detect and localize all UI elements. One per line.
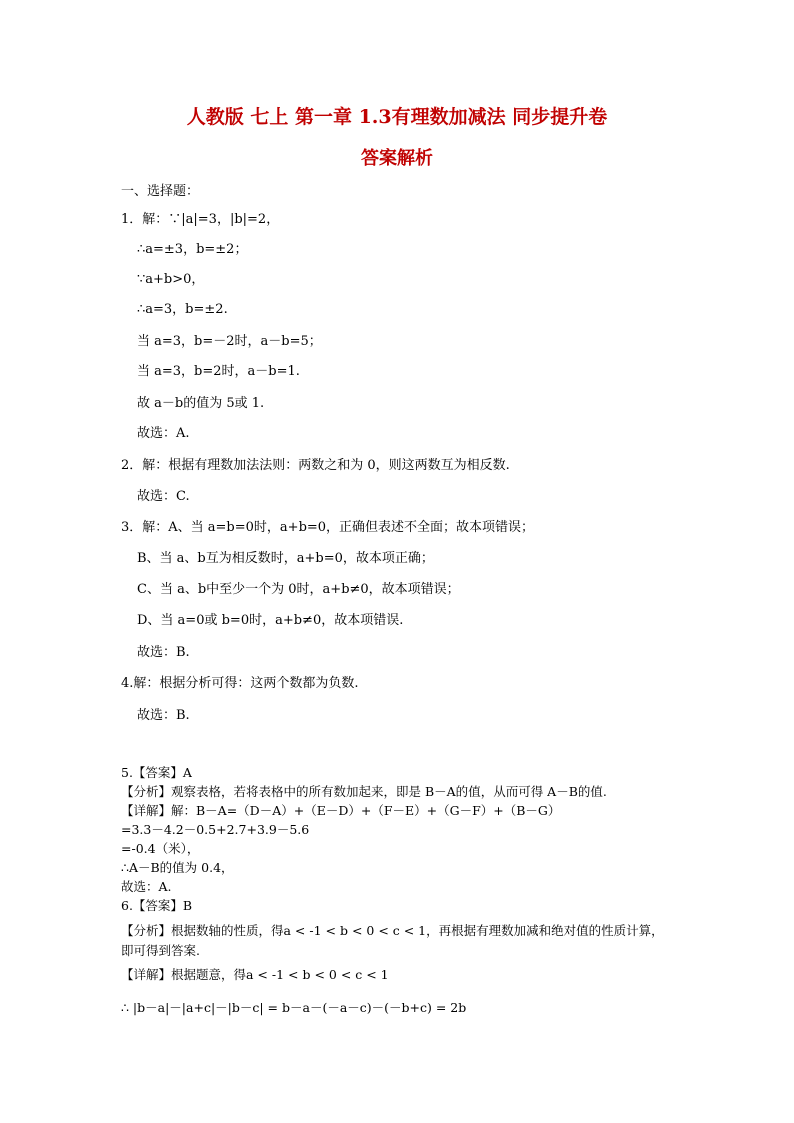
answer-line: ∴a=±3，b=±2；	[137, 242, 248, 257]
answer-line: ∴ |b－a|－|a+c|－|b－c| = b－a－(－a－c)－(－b+c) = 2b	[121, 1000, 467, 1015]
answer-line: 【详解】解：B－A=（D－A）+（E－D）+（F－E）+（G－F）+（B－G）	[121, 803, 561, 818]
answer-line: 故选：A.	[121, 879, 172, 894]
page-title: 人教版 七上 第一章 1.3有理数加减法 同步提升卷	[186, 106, 608, 128]
answer-line: B、当 a、b互为相反数时，a+b=0，故本项正确；	[137, 551, 434, 566]
answer-line: ∴a=3，b=±2.	[137, 302, 228, 317]
answer-line: 即可得到答案.	[121, 943, 200, 958]
answer-line: ∵a+b>0，	[137, 272, 205, 287]
answer-line: D、当 a=0或 b=0时，a+b≠0，故本项错误.	[137, 613, 404, 628]
answer-line: =3.3－4.2－0.5+2.7+3.9－5.6	[121, 822, 310, 837]
answer-line: 故选：B.	[137, 708, 190, 723]
answer-line: 故选：C.	[137, 489, 190, 504]
section-heading: 一、选择题：	[121, 184, 200, 199]
answer-line: 5.【答案】A	[121, 765, 192, 780]
answer-line: 当 a=3，b=2时，a－b=1.	[137, 364, 300, 379]
answer-line: 4.解：根据分析可得：这两个数都为负数.	[121, 676, 359, 691]
answer-line: 3．解：A、当 a=b=0时，a+b=0，正确但表述不全面；故本项错误；	[121, 520, 535, 535]
answer-line: 2．解：根据有理数加法法则：两数之和为 0，则这两数互为相反数.	[121, 458, 510, 473]
answer-line: 故 a－b的值为 5或 1.	[137, 396, 265, 411]
answer-line: 当 a=3，b=－2时，a－b=5；	[137, 334, 322, 349]
answer-line: 【分析】观察表格，若将表格中的所有数加起来，即是 B－A的值，从而可得 A－B的值.	[121, 784, 607, 799]
answer-line: 【分析】根据数轴的性质，得a < -1 < b < 0 < c < 1，再根据有理数加减和绝对值的性质计算，	[121, 923, 664, 938]
answer-line: 6.【答案】B	[121, 898, 193, 913]
answer-line: ∴A－B的值为 0.4，	[121, 860, 234, 875]
answer-line: C、当 a、b中至少一个为 0时，a+b≠0，故本项错误；	[137, 582, 460, 597]
page-subtitle: 答案解析	[361, 148, 433, 169]
answer-line: 故选：A.	[137, 426, 190, 441]
answer-line: 故选：B.	[137, 645, 190, 660]
answer-line: =-0.4（米），	[121, 841, 200, 856]
answer-line: 【详解】根据题意，得a < -1 < b < 0 < c < 1	[121, 967, 389, 982]
answer-line: 1．解：∵|a|=3，|b|=2，	[121, 212, 280, 227]
